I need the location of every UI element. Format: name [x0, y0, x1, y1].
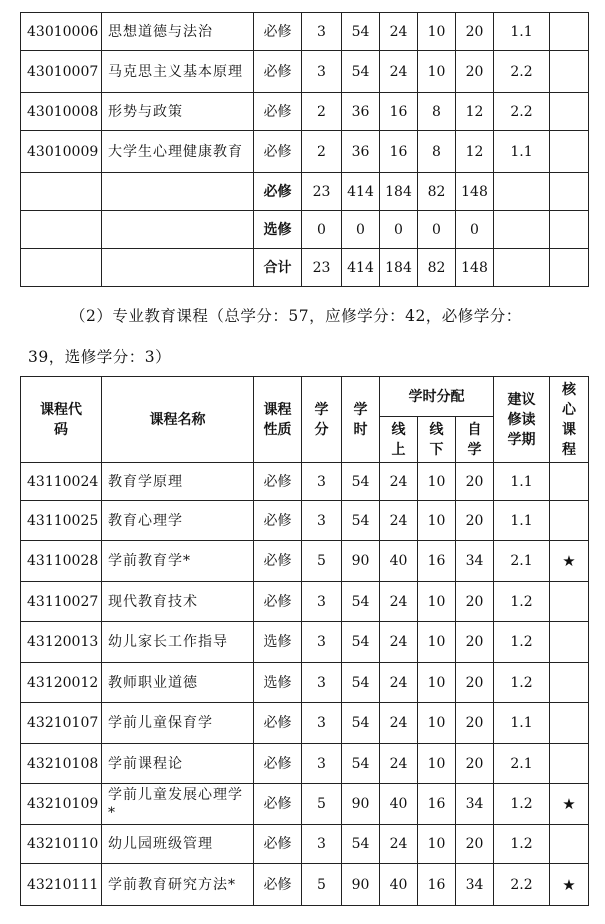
section-heading-line2: 39，选修学分：3）	[28, 348, 172, 366]
course-hours: 54	[342, 51, 380, 93]
course-online-hours: 24	[380, 744, 418, 784]
course-code: 43110025	[21, 501, 102, 541]
summary-row	[21, 173, 589, 211]
core-star-icon: ★	[550, 541, 589, 582]
course-credit: 3	[302, 501, 342, 541]
course-term: 1.1	[494, 501, 550, 541]
core-star-icon	[550, 663, 589, 703]
table-row	[21, 744, 589, 784]
course-offline-hours: 10	[418, 744, 456, 784]
course-name: 思想道德与法治	[102, 13, 254, 51]
course-nature: 必修	[254, 13, 302, 51]
course-credit: 3	[302, 582, 342, 622]
core-star-icon	[550, 582, 589, 622]
table-row	[21, 541, 589, 582]
course-name: 教育心理学	[102, 501, 254, 541]
summary-offline-hours: 0	[418, 211, 456, 249]
course-offline-hours: 16	[418, 541, 456, 582]
course-offline-hours: 10	[418, 703, 456, 744]
table-row	[21, 501, 589, 541]
course-term: 1.2	[494, 582, 550, 622]
course-online-hours: 16	[380, 93, 418, 131]
summary-hours: 414	[342, 173, 380, 211]
course-code: 43120013	[21, 622, 102, 663]
course-term: 1.1	[494, 13, 550, 51]
course-self-hours: 20	[456, 51, 494, 93]
summary-self-hours: 0	[456, 211, 494, 249]
table-row	[21, 13, 589, 51]
course-credit: 3	[302, 663, 342, 703]
course-hours: 54	[342, 663, 380, 703]
summary-credit: 23	[302, 173, 342, 211]
course-name: 学前教育研究方法*	[102, 864, 254, 906]
course-online-hours: 24	[380, 463, 418, 501]
course-core-mark	[550, 13, 589, 51]
course-term: 1.1	[494, 131, 550, 173]
course-online-hours: 40	[380, 864, 418, 906]
general-courses-table	[20, 12, 589, 287]
course-credit: 3	[302, 13, 342, 51]
header-nature: 课程性质	[254, 377, 302, 463]
course-term: 1.2	[494, 663, 550, 703]
summary-self-hours: 148	[456, 173, 494, 211]
course-online-hours: 40	[380, 541, 418, 582]
course-credit: 3	[302, 825, 342, 864]
course-code: 43110027	[21, 582, 102, 622]
course-offline-hours: 10	[418, 582, 456, 622]
course-term: 1.2	[494, 622, 550, 663]
course-hours: 54	[342, 463, 380, 501]
course-name: 马克思主义基本原理	[102, 51, 254, 93]
table-row	[21, 463, 589, 501]
empty-cell	[494, 173, 550, 211]
professional-courses-header	[21, 377, 589, 463]
core-star-icon	[550, 501, 589, 541]
empty-cell	[550, 211, 589, 249]
empty-cell	[21, 173, 102, 211]
course-hours: 54	[342, 622, 380, 663]
course-code: 43010008	[21, 93, 102, 131]
summary-label: 必修	[254, 173, 302, 211]
table-row	[21, 622, 589, 663]
course-term: 1.2	[494, 825, 550, 864]
course-online-hours: 16	[380, 131, 418, 173]
core-star-icon: ★	[550, 784, 589, 825]
course-nature: 必修	[254, 131, 302, 173]
course-offline-hours: 8	[418, 93, 456, 131]
table-row	[21, 825, 589, 864]
course-offline-hours: 10	[418, 622, 456, 663]
course-credit: 5	[302, 541, 342, 582]
summary-hours: 0	[342, 211, 380, 249]
course-online-hours: 40	[380, 784, 418, 825]
empty-cell	[102, 211, 254, 249]
course-online-hours: 24	[380, 13, 418, 51]
course-offline-hours: 10	[418, 501, 456, 541]
course-self-hours: 20	[456, 825, 494, 864]
course-credit: 3	[302, 703, 342, 744]
summary-credit: 23	[302, 249, 342, 287]
course-name: 学前儿童保育学	[102, 703, 254, 744]
summary-row	[21, 249, 589, 287]
summary-row	[21, 211, 589, 249]
course-self-hours: 20	[456, 13, 494, 51]
summary-self-hours: 148	[456, 249, 494, 287]
course-name: 形势与政策	[102, 93, 254, 131]
course-credit: 2	[302, 93, 342, 131]
core-star-icon	[550, 825, 589, 864]
header-self: 自学	[456, 417, 494, 463]
course-self-hours: 20	[456, 663, 494, 703]
course-credit: 3	[302, 463, 342, 501]
course-hours: 54	[342, 825, 380, 864]
general-courses-body	[21, 13, 589, 287]
course-offline-hours: 10	[418, 13, 456, 51]
course-term: 1.1	[494, 703, 550, 744]
course-nature: 必修	[254, 541, 302, 582]
empty-cell	[102, 173, 254, 211]
course-nature: 必修	[254, 703, 302, 744]
course-hours: 54	[342, 703, 380, 744]
course-credit: 5	[302, 784, 342, 825]
professional-courses-body	[21, 463, 589, 906]
course-credit: 3	[302, 744, 342, 784]
header-code: 课程代码	[21, 377, 102, 463]
course-term: 2.2	[494, 51, 550, 93]
course-self-hours: 12	[456, 131, 494, 173]
core-star-icon	[550, 622, 589, 663]
course-online-hours: 24	[380, 825, 418, 864]
course-self-hours: 34	[456, 864, 494, 906]
header-credit: 学分	[302, 377, 342, 463]
table-row	[21, 93, 589, 131]
course-core-mark	[550, 131, 589, 173]
course-nature: 必修	[254, 784, 302, 825]
course-offline-hours: 16	[418, 784, 456, 825]
course-term: 1.2	[494, 784, 550, 825]
header-distribution: 学时分配	[380, 377, 494, 417]
empty-cell	[550, 173, 589, 211]
course-nature: 必修	[254, 93, 302, 131]
course-hours: 90	[342, 864, 380, 906]
section-heading-line1: （2）专业教育课程（总学分：57，应修学分：42，必修学分：	[70, 307, 522, 325]
course-offline-hours: 16	[418, 864, 456, 906]
course-hours: 54	[342, 13, 380, 51]
course-online-hours: 24	[380, 663, 418, 703]
course-name: 学前儿童发展心理学*	[102, 784, 254, 825]
course-term: 2.1	[494, 744, 550, 784]
course-self-hours: 34	[456, 784, 494, 825]
course-offline-hours: 10	[418, 51, 456, 93]
course-hours: 36	[342, 131, 380, 173]
summary-label: 合计	[254, 249, 302, 287]
empty-cell	[494, 211, 550, 249]
course-name: 现代教育技术	[102, 582, 254, 622]
table-row	[21, 864, 589, 906]
course-name: 教师职业道德	[102, 663, 254, 703]
course-code: 43010009	[21, 131, 102, 173]
course-nature: 选修	[254, 622, 302, 663]
core-star-icon	[550, 463, 589, 501]
core-star-icon	[550, 744, 589, 784]
course-code: 43010006	[21, 13, 102, 51]
course-core-mark	[550, 51, 589, 93]
course-nature: 必修	[254, 864, 302, 906]
course-term: 2.2	[494, 864, 550, 906]
professional-courses-table	[20, 376, 589, 906]
course-code: 43110024	[21, 463, 102, 501]
core-star-icon: ★	[550, 864, 589, 906]
table-row	[21, 131, 589, 173]
summary-hours: 414	[342, 249, 380, 287]
course-nature: 必修	[254, 51, 302, 93]
course-term: 2.1	[494, 541, 550, 582]
empty-cell	[102, 249, 254, 287]
course-code: 43110028	[21, 541, 102, 582]
summary-offline-hours: 82	[418, 249, 456, 287]
course-name: 教育学原理	[102, 463, 254, 501]
course-code: 43010007	[21, 51, 102, 93]
course-credit: 2	[302, 131, 342, 173]
course-name: 幼儿家长工作指导	[102, 622, 254, 663]
table-row	[21, 663, 589, 703]
table-row	[21, 784, 589, 825]
summary-online-hours: 184	[380, 173, 418, 211]
course-nature: 必修	[254, 463, 302, 501]
course-offline-hours: 10	[418, 663, 456, 703]
header-term: 建议修读学期	[494, 377, 550, 463]
course-self-hours: 20	[456, 622, 494, 663]
course-self-hours: 34	[456, 541, 494, 582]
header-core: 核心课程	[550, 377, 589, 463]
summary-offline-hours: 82	[418, 173, 456, 211]
course-credit: 3	[302, 51, 342, 93]
course-offline-hours: 10	[418, 463, 456, 501]
table-row	[21, 703, 589, 744]
course-code: 43210108	[21, 744, 102, 784]
header-online: 线上	[380, 417, 418, 463]
course-nature: 必修	[254, 582, 302, 622]
course-online-hours: 24	[380, 622, 418, 663]
course-term: 2.2	[494, 93, 550, 131]
course-hours: 54	[342, 582, 380, 622]
summary-online-hours: 0	[380, 211, 418, 249]
course-online-hours: 24	[380, 703, 418, 744]
course-name: 大学生心理健康教育	[102, 131, 254, 173]
summary-label: 选修	[254, 211, 302, 249]
course-nature: 必修	[254, 501, 302, 541]
course-self-hours: 20	[456, 703, 494, 744]
course-nature: 必修	[254, 825, 302, 864]
course-credit: 5	[302, 864, 342, 906]
course-offline-hours: 8	[418, 131, 456, 173]
header-name: 课程名称	[102, 377, 254, 463]
course-online-hours: 24	[380, 51, 418, 93]
course-credit: 3	[302, 622, 342, 663]
course-hours: 54	[342, 501, 380, 541]
course-hours: 36	[342, 93, 380, 131]
course-nature: 选修	[254, 663, 302, 703]
course-code: 43210109	[21, 784, 102, 825]
empty-cell	[494, 249, 550, 287]
summary-online-hours: 184	[380, 249, 418, 287]
course-hours: 90	[342, 541, 380, 582]
course-nature: 必修	[254, 744, 302, 784]
course-self-hours: 12	[456, 93, 494, 131]
course-code: 43120012	[21, 663, 102, 703]
header-offline: 线下	[418, 417, 456, 463]
course-name: 学前教育学*	[102, 541, 254, 582]
core-star-icon	[550, 703, 589, 744]
course-term: 1.1	[494, 463, 550, 501]
course-online-hours: 24	[380, 501, 418, 541]
course-code: 43210111	[21, 864, 102, 906]
table-row	[21, 582, 589, 622]
course-self-hours: 20	[456, 582, 494, 622]
course-hours: 54	[342, 744, 380, 784]
course-self-hours: 20	[456, 501, 494, 541]
header-hours: 学时	[342, 377, 380, 463]
course-core-mark	[550, 93, 589, 131]
course-code: 43210107	[21, 703, 102, 744]
course-self-hours: 20	[456, 463, 494, 501]
course-name: 幼儿园班级管理	[102, 825, 254, 864]
table-row	[21, 51, 589, 93]
course-hours: 90	[342, 784, 380, 825]
empty-cell	[21, 249, 102, 287]
course-code: 43210110	[21, 825, 102, 864]
empty-cell	[550, 249, 589, 287]
course-offline-hours: 10	[418, 825, 456, 864]
course-name: 学前课程论	[102, 744, 254, 784]
course-self-hours: 20	[456, 744, 494, 784]
course-online-hours: 24	[380, 582, 418, 622]
summary-credit: 0	[302, 211, 342, 249]
empty-cell	[21, 211, 102, 249]
